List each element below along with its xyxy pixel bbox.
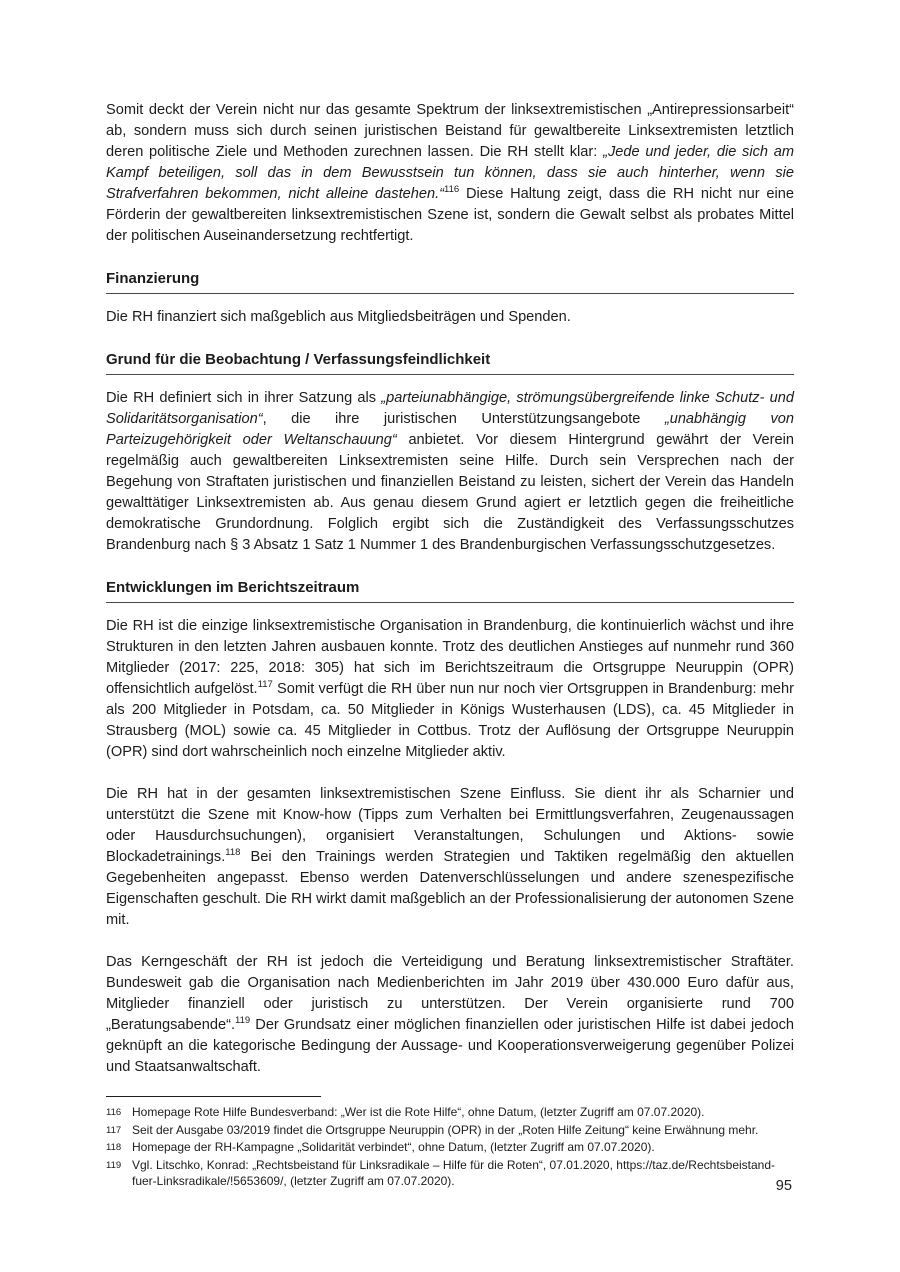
paragraph-grund-beobachtung: Die RH definiert sich in ihrer Satzung als „parteiunabhängige, strömungsübergreifende linke Schutz- und Solidaritätsorganisation“, die ihre juristischen Unterstützungsangebote „unabhängig von Parteizugehörigkeit oder Weltanschauung“ anbietet. Vor diesem Hintergrund gewährt der Verein regelmäßig auch gewaltbereiten Linksextremisten seine Hilfe. Durch sein Versprechen nach der Begehung von Straftaten juristischen und finanziellen Beistand zu leisten, sichert der Verein das Handeln gewalttätiger Linksextremisten ab. Aus genau diesem Grund agiert er letztlich gegen die freiheitliche demokratische Grundordnung. Folglich ergibt sich die Zuständigkeit des Verfassungsschutzes Brandenburg nach § 3 Absatz 1 Satz 1 Nummer 1 des Brandenburgischen Verfassungsschutzgesetzes.: [106, 390, 795, 553]
page-number: 95: [775, 1178, 792, 1194]
footnotes-block: [106, 1096, 794, 1191]
section-grund-beobachtung: [106, 350, 794, 556]
footnote-number: 116: [106, 1107, 122, 1118]
paragraph-entwicklungen-3: Das Kerngeschäft der RH ist jedoch die Verteidigung und Beratung linksextremistischer Straftäter. Bundesweit gab die Organisation nach Medienberichten im Jahr 2019 über 430.000 Euro dafür aus, Mitglieder finanziell oder juristisch zu unterstützen. Der Verein organisierte rund 700 „Beratungsabende“.$^{119}$ Der Grundsatz einer möglichen finanziellen oder juristischen Hilfe ist dabei jedoch geknüpft an die kategorische Bedingung der Aussage- und Kooperationsverweigerung gegenüber Polizei und Staatsanwaltschaft.: [106, 954, 794, 1075]
section-heading-grund-beobachtung: Grund für die Beobachtung / Verfassungsfeindlichkeit: [106, 350, 794, 375]
footnote-number: 119: [106, 1159, 122, 1171]
paragraph-entwicklungen-1: Die RH ist die einzige linksextremistische Organisation in Brandenburg, die kontinuierlich wächst und ihre Strukturen in den letzten Jahren ausbauen konnte. Trotz des deutlichen Anstieges auf nunmehr rund 360 Mitglieder (2017: 225, 2018: 305) hat sich im Berichtszeitraum die Ortsgruppe Neuruppin (OPR) offensichtlich aufgelöst.$^{117}$ Somit verfügt die RH über nun nur noch vier Ortsgruppen in Brandenburg: mehr als 200 Mitglieder in Potsdam, ca. 50 Mitglieder in Königs Wusterhausen (LDS), ca. 45 Mitglieder in Strausberg (MOL) sowie ca. 45 Mitglieder in Cottbus. Trotz der Auflösung der Ortsgruppe Neuruppin (OPR) sind dort wahrscheinlich noch einzelne Mitglieder aktiv.: [106, 618, 794, 760]
document-content: [106, 100, 794, 1099]
paragraph-finanzierung: Die RH finanziert sich maßgeblich aus Mitgliedsbeiträgen und Spenden.: [106, 309, 571, 325]
footnote-number: 117: [106, 1124, 122, 1136]
footnote-text: Homepage Rote Hilfe Bundesverband: „Wer ist die Rote Hilfe“, ohne Datum, (letzter Zugriff am 07.07.2020).: [132, 1105, 705, 1119]
footnote-117: [106, 1122, 794, 1139]
paragraph-intro: Somit deckt der Verein nicht nur das gesamte Spektrum der linksextremistischen „Antirepressionsarbeit“ ab, sondern muss sich durch seinen juristischen Beistand für gewaltbereite Linksextremisten letztlich deren politische Ziele und Methoden zurechnen lassen. Die RH stellt klar: „Jede und jeder, die sich am Kampf beteiligen, soll das in dem Bewusstsein tun können, dass sie auch hinterher, wenn sie Strafverfahren bekommen, nicht alleine dastehen.“$^{116}$ Diese Haltung zeigt, dass die RH nicht nur eine Förderin der gewaltbereiten linksextremistischen Szene ist, sondern die Gewalt selbst als probates Mittel der politischen Auseinandersetzung rechtfertigt.: [106, 102, 795, 244]
section-finanzierung: [106, 269, 794, 328]
section-entwicklungen: [106, 578, 794, 1078]
footnote-116: [106, 1104, 794, 1121]
paragraph-entwicklungen-2: Die RH hat in der gesamten linksextremistischen Szene Einfluss. Sie dient ihr als Scharnier und unterstützt die Szene mit Know-how (Tipps zum Verhalten bei Ermittlungsverfahren, Zeugenaussagen oder Hausdurchsuchungen), organisiert Veranstaltungen, Schulungen und Aktions- sowie Blockadetrainings.$^{118}$ Bei den Trainings werden Strategien und Taktiken regelmäßig den aktuellen Gegebenheiten angepasst. Ebenso werden Datenverschlüsselungen und andere szenespezifische Eigenschaften geschult. Die RH wirkt damit maßgeblich an der Professionalisierung der autonomen Szene mit.: [106, 786, 794, 928]
footnote-118: [106, 1139, 794, 1156]
section-heading-entwicklungen: Entwicklungen im Berichtszeitraum: [106, 578, 794, 603]
footnote-text: Seit der Ausgabe 03/2019 findet die Ortsgruppe Neuruppin (OPR) in der „Roten Hilfe Zeitung“ keine Erwähnung mehr.: [132, 1122, 759, 1137]
section-heading-finanzierung: Finanzierung: [106, 269, 794, 294]
footnote-119: [106, 1157, 794, 1190]
footnote-number: 118: [106, 1142, 122, 1153]
footnote-divider: [106, 1096, 321, 1097]
footnote-text: Homepage der RH-Kampagne „Solidarität verbindet“, ohne Datum, (letzter Zugriff am 07.07.2020).: [132, 1140, 655, 1154]
footnote-text: Vgl. Litschko, Konrad: „Rechtsbeistand für Linksradikale – Hilfe für die Roten“, 07.01.2020, https://taz.de/Rechtsbeistand-fuer-Linksradikale/!5653609/, (letzter Zugriff am 07.07.2020).: [132, 1157, 776, 1188]
